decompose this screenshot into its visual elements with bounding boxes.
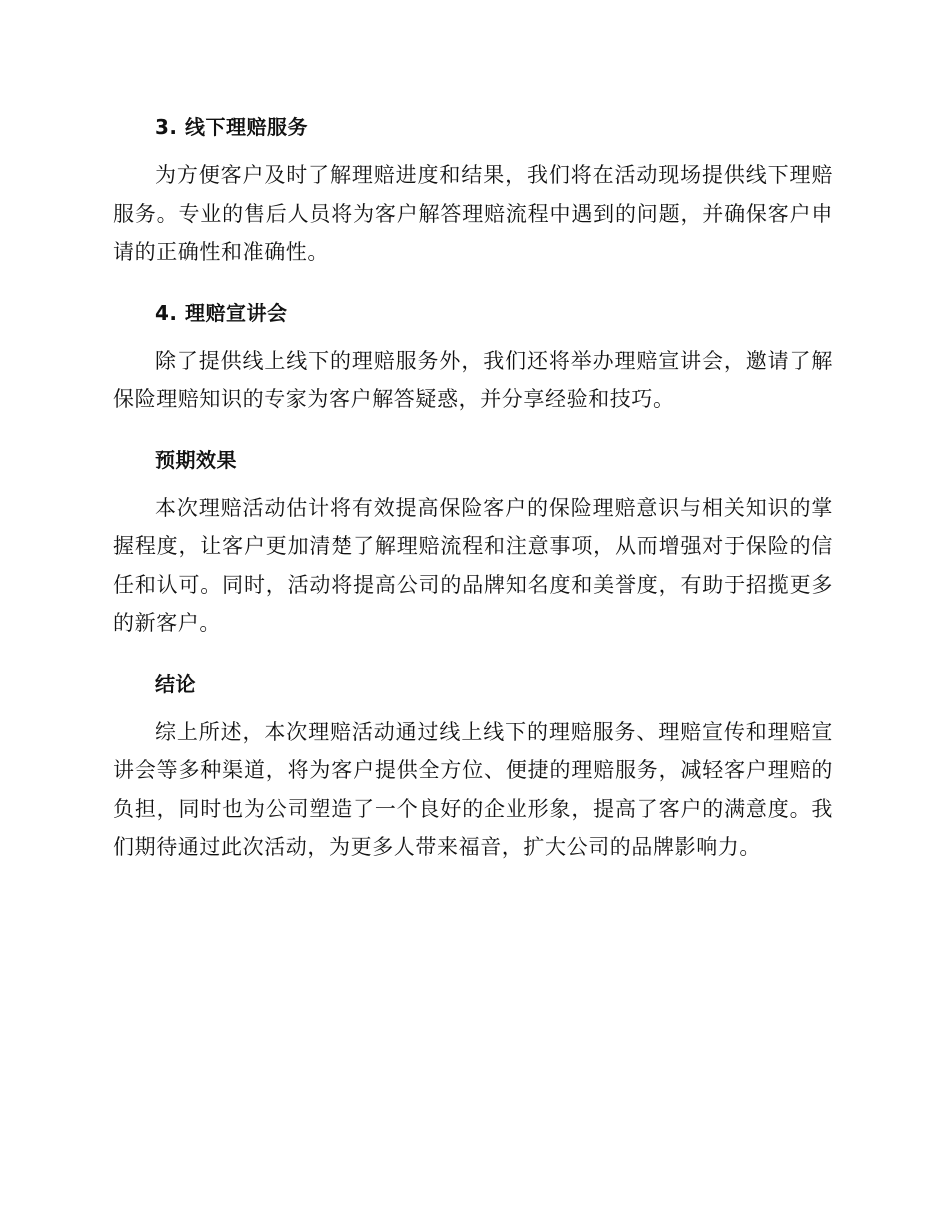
section-heading-offline-claims: 3. 线下理赔服务 — [155, 115, 308, 139]
section-heading-claims-seminar: 4. 理赔宣讲会 — [155, 300, 288, 325]
section-heading-conclusion: 结论 — [155, 671, 196, 696]
section-paragraph-offline-claims: 为方便客户及时了解理赔进度和结果，我们将在活动现场提供线下理赔服务。专业的售后人员将为客户解答理赔流程中遇到的问题，并确保客户申请的正确性和准确性。 — [113, 163, 833, 264]
section-paragraph-claims-seminar: 除了提供线上线下的理赔服务外，我们还将举办理赔宣讲会，邀请了解保险理赔知识的专家为客户解答疑惑，并分享经验和技巧。 — [113, 348, 833, 411]
section-paragraph-expected-effect: 本次理赔活动估计将有效提高保险客户的保险理赔意识与相关知识的掌握程度，让客户更加清楚了解理赔流程和注意事项，从而增强对于保险的信任和认可。同时，活动将提高公司的品牌知名度和美誉度，有助于招揽更多的新客户。 — [113, 495, 833, 635]
document-body — [113, 108, 833, 889]
section-paragraph-conclusion: 综上所述，本次理赔活动通过线上线下的理赔服务、理赔宣传和理赔宣讲会等多种渠道，将为客户提供全方位、便捷的理赔服务，减轻客户理赔的负担，同时也为公司塑造了一个良好的企业形象，提高了客户的满意度。我们期待通过此次活动，为更多人带来福音，扩大公司的品牌影响力。 — [113, 719, 833, 859]
section-heading-expected-effect: 预期效果 — [155, 447, 237, 472]
